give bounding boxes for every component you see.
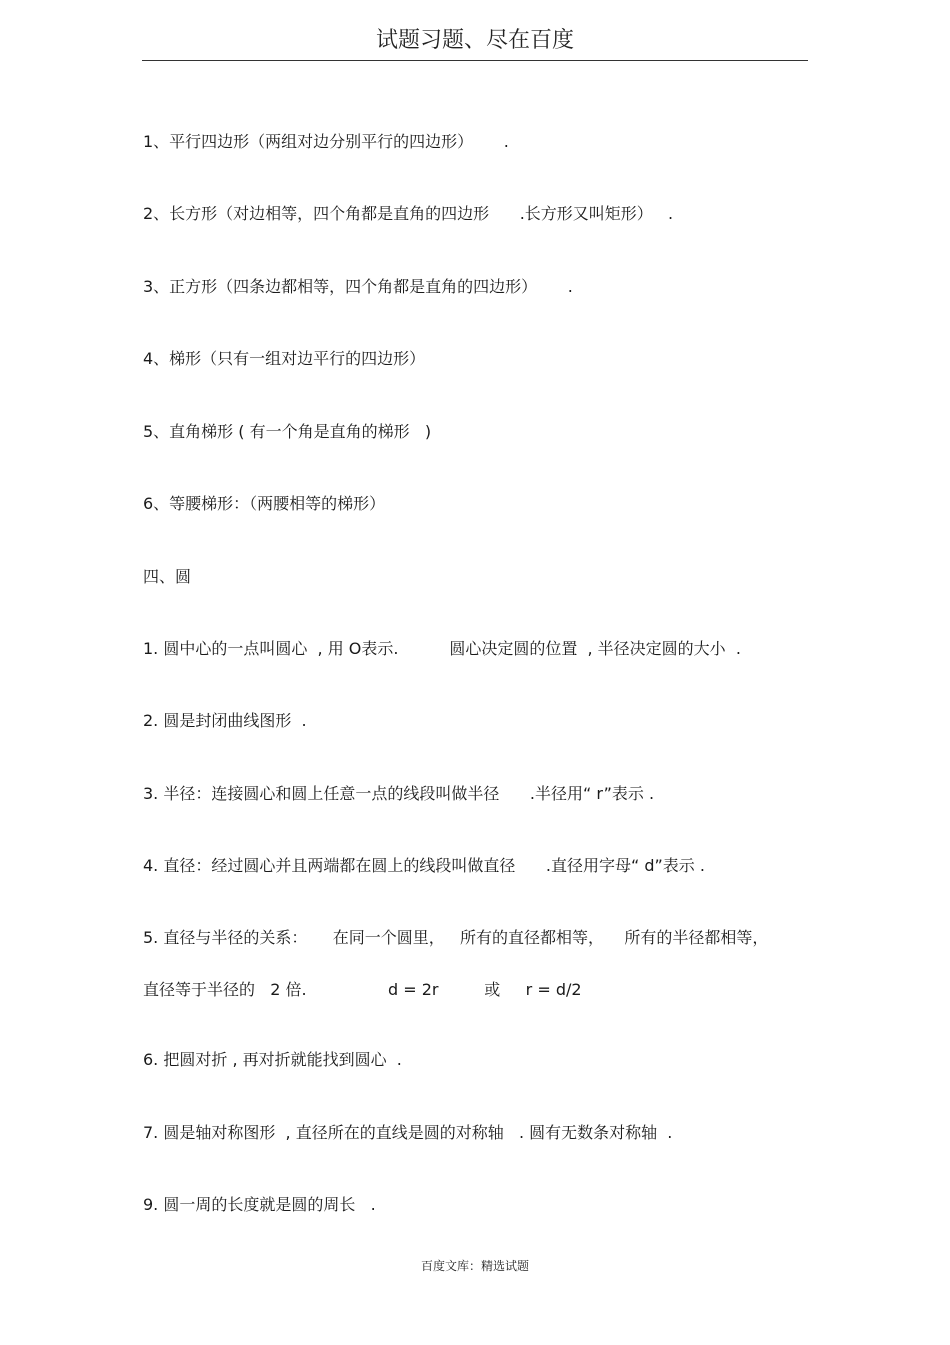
text-line: 7. 圆是轴对称图形 , 直径所在的直线是圆的对称轴 . 圆有无数条对称轴 . xyxy=(143,1123,673,1142)
text-line: 4、梯形（只有一组对边平行的四边形） xyxy=(143,349,426,368)
header-divider xyxy=(142,60,808,61)
section-heading: 四、圆 xyxy=(143,567,192,586)
text-line: 3. 半径：连接圆心和圆上任意一点的线段叫做半径 .半径用“ r”表示 . xyxy=(143,784,655,803)
text-line: 直径等于半径的 2 倍. d = 2r 或 r = d/2 xyxy=(143,980,582,999)
text-line: 1、平行四边形（两组对边分别平行的四边形） . xyxy=(143,132,509,151)
text-line: 4. 直径：经过圆心并且两端都在圆上的线段叫做直径 .直径用字母“ d”表示 . xyxy=(143,856,705,875)
text-line: 3、正方形（四条边都相等，四个角都是直角的四边形） . xyxy=(143,277,573,296)
text-line: 6、等腰梯形：（两腰相等的梯形） xyxy=(143,494,386,513)
text-line: 2. 圆是封闭曲线图形 . xyxy=(143,711,307,730)
page-title: 试题习题、尽在百度 xyxy=(375,28,574,53)
text-line: 5、直角梯形 ( 有一个角是直角的梯形 ) xyxy=(143,422,432,441)
text-line: 9. 圆一周的长度就是圆的周长 . xyxy=(143,1195,376,1214)
page-footer: 百度文库：精选试题 xyxy=(420,1259,529,1273)
text-line: 5. 直径与半径的关系： 在同一个圆里， 所有的直径都相等， 所有的半径都相等， xyxy=(143,928,769,947)
text-line: 2、长方形（对边相等，四个角都是直角的四边形 .长方形又叫矩形） . xyxy=(143,204,674,223)
text-line: 1. 圆中心的一点叫圆心 , 用 O表示. 圆心决定圆的位置 , 半径决定圆的大小 . xyxy=(143,639,741,658)
text-line: 6. 把圆对折 , 再对折就能找到圆心 . xyxy=(143,1050,402,1069)
